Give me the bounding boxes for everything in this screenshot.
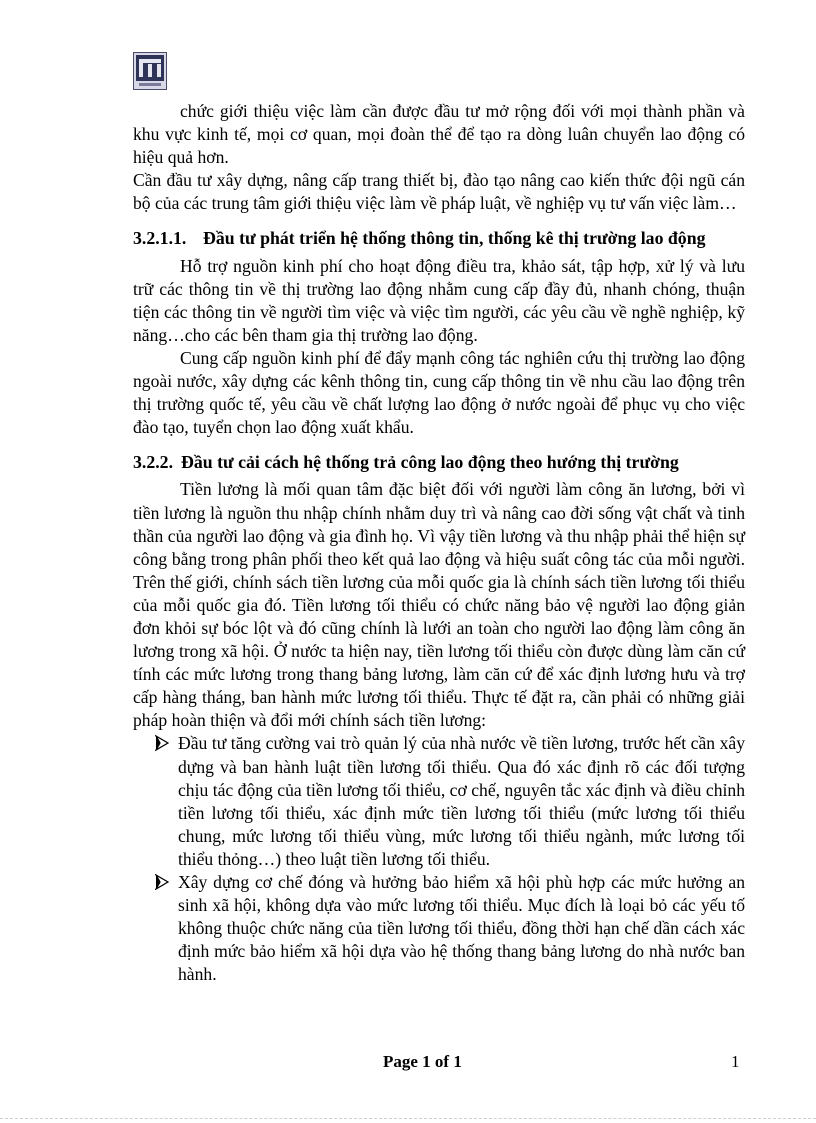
section-number: 3.2.2.	[133, 452, 174, 473]
page-label: Page 1 of 1	[383, 1052, 462, 1071]
page-number: 1	[731, 1052, 740, 1071]
list-item-text: Xây dựng cơ chế đóng và hưởng bảo hiểm xã hội phù hợp các mức hưởng an sinh xã hội, không dựa vào mức lương tối thiểu. Mục đích là loại bỏ các yếu tố không thuộc chức năng của tiền lương tối thiểu, đồng thời hạn chế dần cách xác định mức bảo hiểm xã hội dựa vào hệ thống thang bảng lương do nhà nước ban hành.	[178, 872, 745, 985]
body-paragraph: chức giới thiệu việc làm cần được đầu tư mở rộng đối với mọi thành phần và khu vực kinh tế, mọi cơ quan, mọi đoàn thể để tạo ra dòng luân chuyển lao động có hiệu quả hơn.	[133, 101, 745, 168]
list-item	[133, 732, 745, 871]
body-paragraph: Hỗ trợ nguồn kinh phí cho hoạt động điều tra, khảo sát, tập hợp, xử lý và lưu trữ các thông tin về thị trường lao động nhằm cung cấp đầy đủ, nhanh chóng, thuận tiện các thông tin về người tìm việc và việc tìm người, các yêu cầu về nghề nghiệp, kỹ năng…cho các bên tham gia thị trường lao động.	[133, 255, 745, 345]
section-heading	[133, 451, 745, 474]
body-paragraph: Cần đầu tư xây dựng, nâng cấp trang thiết bị, đào tạo nâng cao kiến thức đội ngũ cán bộ của các trung tâm giới thiệu việc làm về pháp luật, về nghiệp vụ tư vấn việc làm…	[133, 170, 745, 214]
page-bottom-divider	[0, 1118, 816, 1119]
page-footer	[0, 1052, 816, 1076]
body-paragraph: Cung cấp nguồn kinh phí để đẩy mạnh công tác nghiên cứu thị trường lao động ngoài nước, xây dựng các kênh thông tin, cung cấp thông tin về nhu cầu lao động trên thị trường quốc tế, yêu cầu về chất lượng lao động ở nước ngoài để phục vụ cho việc đào tạo, tuyển chọn lao động xuất khẩu.	[133, 347, 745, 438]
list-item-text: Đầu tư tăng cường vai trò quản lý của nhà nước về tiền lương, trước hết cần xây dựng và ban hành luật tiền lương tối thiểu. Qua đó xác định rõ các đối tượng chịu tác động của tiền lương tối thiểu, cơ chế, nguyên tắc xác định và điều chỉnh tiền lương tối thiểu, xác định mức tiền lương tối thiểu (mức lương tối thiểu chung, mức lương tối thiểu vùng, mức lương tối thiểu ngành, mức lương tối thiểu thỏng…) theo luật tiền lương tối thiểu.	[178, 733, 745, 869]
body-paragraph: Tiền lương là mối quan tâm đặc biệt đối với người làm công ăn lương, bởi vì tiền lương là nguồn thu nhập chính nhằm duy trì và nâng cao đời sống vật chất và tinh thần của người lao động và gia đình họ. Vì vậy tiền lương và thu nhập phải thể hiện sự công bằng trong phân phối theo kết quả lao động và hiệu suất công tác của mỗi người. Trên thế giới, chính sách tiền lương của mỗi quốc gia là chính sách tiền lương tối thiểu của mỗi quốc gia đó. Tiền lương tối thiểu có chức năng bảo vệ người lao động giản đơn khỏi sự bóc lột và đó cũng chính là lưới an toàn cho người lao động làm công ăn lương trong xã hội. Ở nước ta hiện nay, tiền lương tối thiểu còn được dùng làm căn cứ tính các mức lương trong thang bảng lương, làm căn cứ để xác định lương hưu và trợ cấp hàng tháng, ban hành mức lương tối thiểu. Thực tế đặt ra, cần phải có những giải pháp hoàn thiện và đổi mới chính sách tiền lương:	[133, 479, 745, 731]
bullet-list	[133, 732, 745, 986]
list-item	[133, 871, 745, 986]
arrow-bullet-icon	[155, 735, 169, 751]
arrow-bullet-icon	[155, 874, 169, 890]
section-title: Đầu tư phát triển hệ thống thông tin, thống kê thị trường lao động	[203, 228, 706, 249]
document-logo-icon	[133, 52, 167, 90]
section-number: 3.2.1.1.	[133, 228, 187, 249]
document-body	[133, 100, 745, 986]
section-heading	[133, 227, 745, 250]
section-title: Đầu tư cải cách hệ thống trả công lao động theo hướng thị trường	[181, 452, 679, 473]
